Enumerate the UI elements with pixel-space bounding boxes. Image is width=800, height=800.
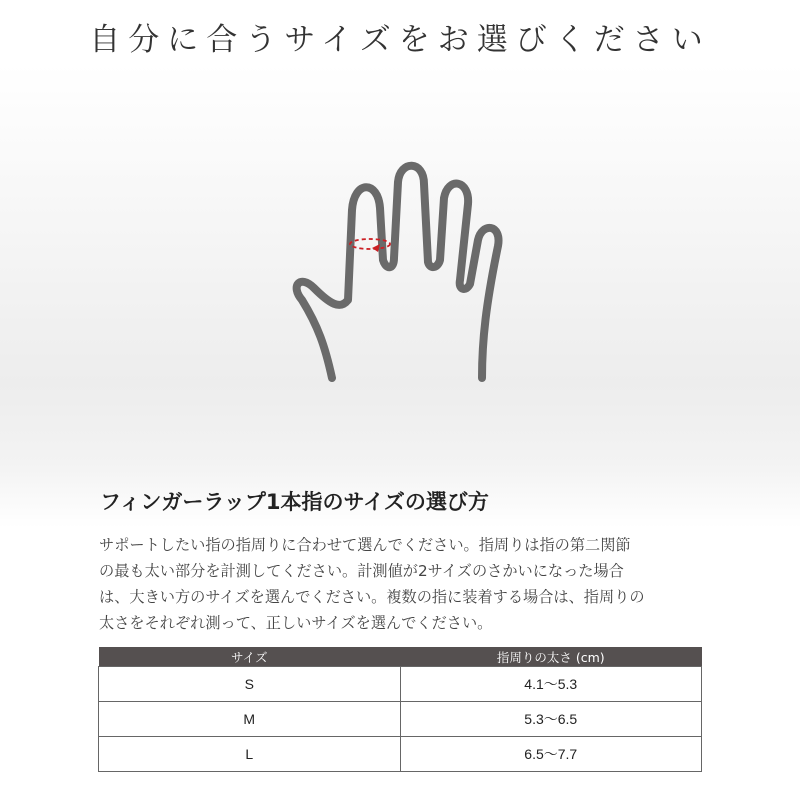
- header-circumference: 指周りの太さ (cm): [400, 647, 702, 667]
- description-line: は、大きい方のサイズを選んでください。複数の指に装着する場合は、指周りの: [99, 588, 645, 606]
- range-cell: 5.3〜6.5: [400, 702, 702, 737]
- description-line: 太さをそれぞれ測って、正しいサイズを選んでください。: [99, 614, 493, 632]
- section-title: フィンガーラップ1本指のサイズの選び方: [100, 490, 489, 514]
- table-row: [99, 667, 702, 702]
- hand-measure-icon: [280, 150, 520, 390]
- description-line: サポートしたい指の指周りに合わせて選んでください。指周りは指の第二関節: [99, 536, 631, 554]
- hand-outline: [297, 166, 499, 378]
- description-line: の最も太い部分を計測してください。計測値が2サイズのさかいになった場合: [99, 562, 624, 580]
- size-guide-description: [99, 532, 711, 636]
- range-cell: 6.5〜7.7: [400, 737, 702, 772]
- table-row: [99, 702, 702, 737]
- size-cell: L: [99, 737, 401, 772]
- range-cell: 4.1〜5.3: [400, 667, 702, 702]
- table-row: [99, 737, 702, 772]
- size-table: [98, 647, 702, 772]
- size-cell: S: [99, 667, 401, 702]
- header-size: サイズ: [99, 647, 401, 667]
- page-title: 自分に合うサイズをお選びください: [89, 22, 711, 58]
- table-header-row: [99, 647, 702, 667]
- size-cell: M: [99, 702, 401, 737]
